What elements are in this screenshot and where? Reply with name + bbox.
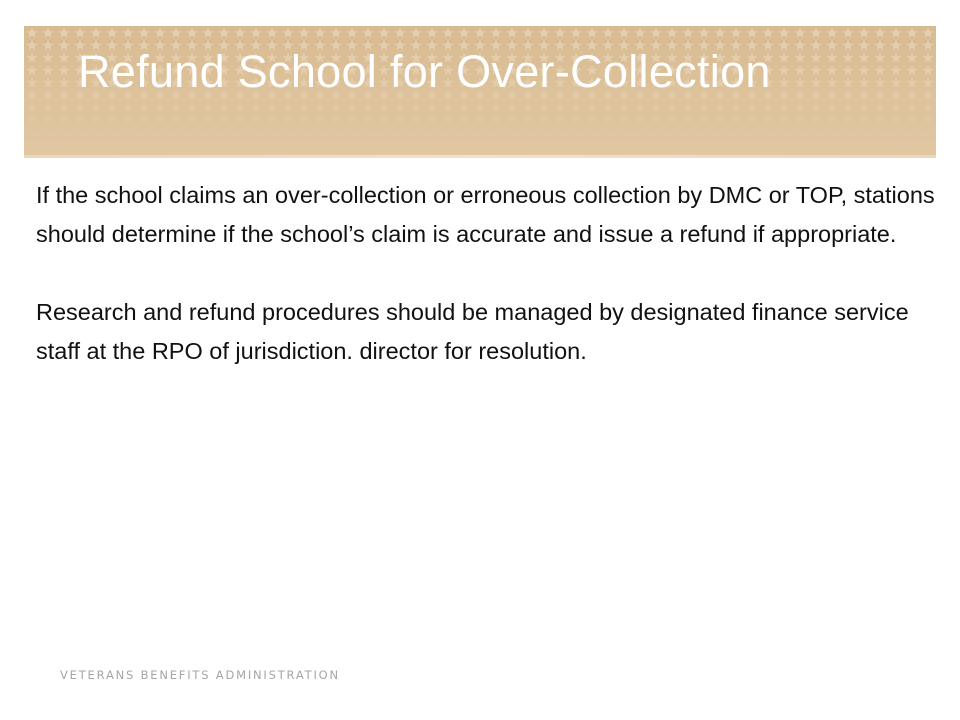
title-banner [24,26,936,158]
body-paragraph-2: Research and refund procedures should be managed by designated finance service staff at the RPO of jurisdiction. director for resolution. [36,299,909,364]
footer-organization-name: VETERANS BENEFITS ADMINISTRATION [60,668,340,682]
banner-divider [24,155,936,158]
slide-body [36,176,936,371]
body-paragraph-1: If the school claims an over-collection or erroneous collection by DMC or TOP, stations should determine if the school’s claim is accurate and issue a refund if appropriate. [36,182,935,247]
slide-title: Refund School for Over-Collection [78,46,771,97]
